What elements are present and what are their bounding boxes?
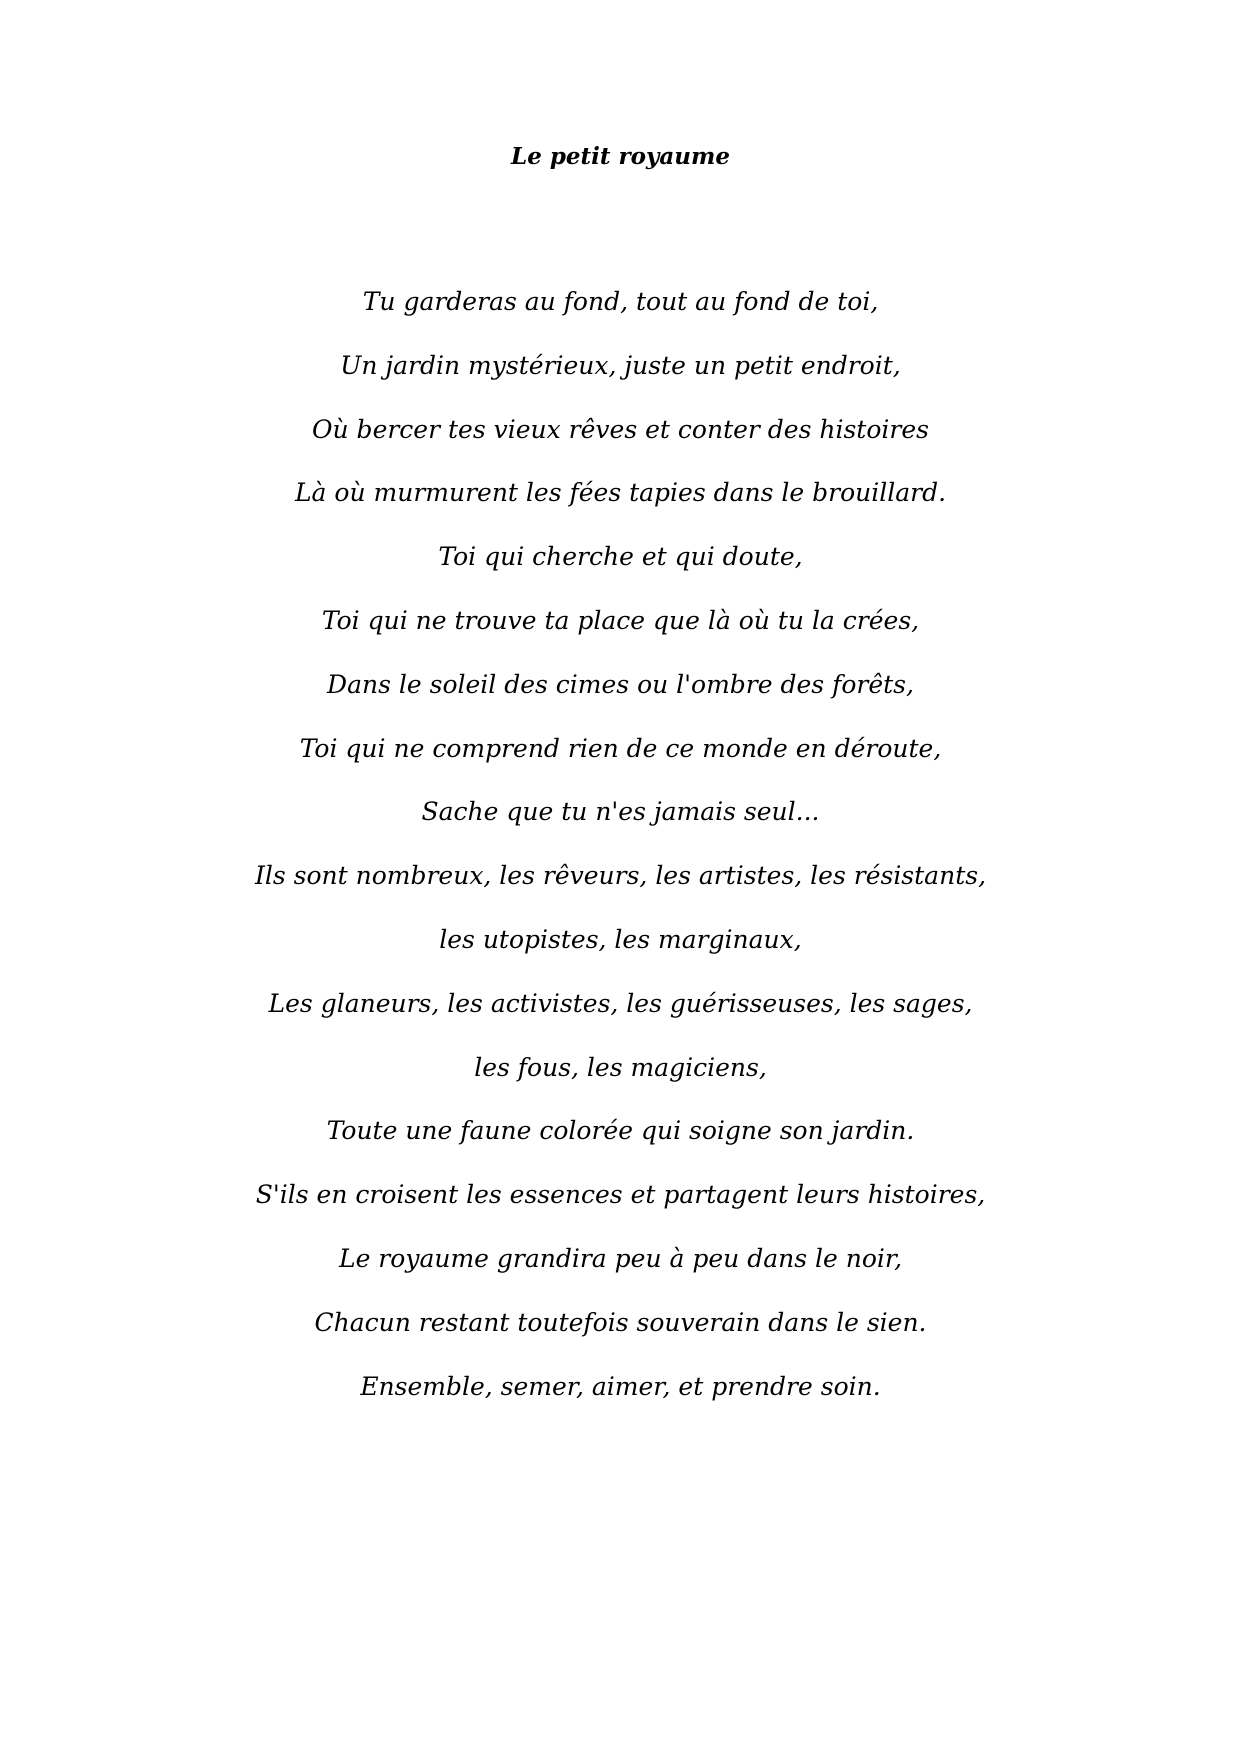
poem-line: Dans le soleil des cimes ou l'ombre des forêts,: [327, 669, 914, 699]
poem-line: Toi qui ne comprend rien de ce monde en déroute,: [299, 733, 942, 763]
poem-line: Tu garderas au fond, tout au fond de toi,: [362, 287, 879, 316]
poem-line: Sache que tu n'es jamais seul...: [421, 797, 820, 827]
poem-title: Le petit royaume: [511, 143, 730, 170]
poem-line: les fous, les magiciens,: [474, 1052, 767, 1082]
poem-line: Un jardin mystérieux, juste un petit endroit,: [340, 350, 901, 380]
poem-line: Toute une faune colorée qui soigne son jardin.: [326, 1116, 915, 1146]
poem-line: Ils sont nombreux, les rêveurs, les artistes, les résistants,: [254, 861, 987, 891]
poem-body: [0, 270, 1241, 1418]
poem-line: Là où murmurent les fées tapies dans le brouillard.: [294, 478, 947, 508]
poem-line: Chacun restant toutefois souverain dans le sien.: [314, 1307, 927, 1337]
poem-line: Ensemble, semer, aimer, et prendre soin.: [360, 1371, 881, 1401]
poem-line: S'ils en croisent les essences et partagent leurs histoires,: [255, 1180, 986, 1210]
poem-line: les utopistes, les marginaux,: [439, 924, 802, 954]
poem-line: Les glaneurs, les activistes, les guérisseuses, les sages,: [268, 988, 973, 1018]
poem-line: Toi qui ne trouve ta place que là où tu la crées,: [321, 605, 920, 635]
poem-line: Toi qui cherche et qui doute,: [438, 542, 803, 572]
poem-line: Où bercer tes vieux rêves et conter des histoires: [312, 414, 929, 444]
poem-line: Le royaume grandira peu à peu dans le noir,: [338, 1243, 903, 1273]
